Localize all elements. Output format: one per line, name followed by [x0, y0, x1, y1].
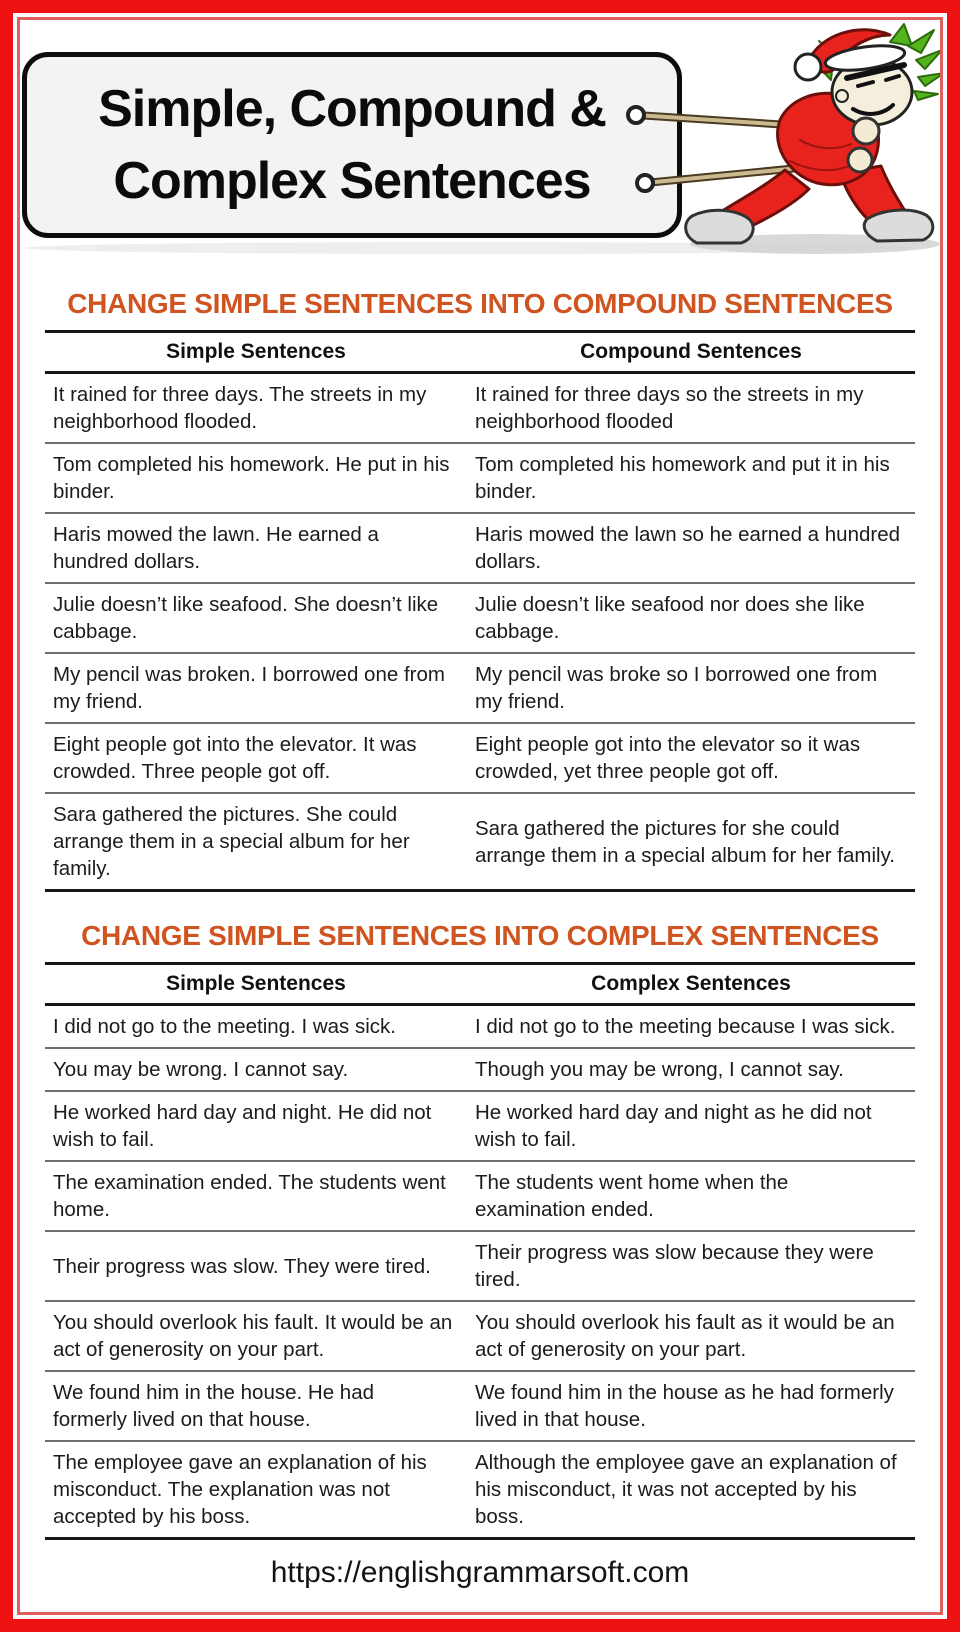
- simple-sentence-cell: My pencil was broken. I borrowed one from my friend.: [45, 653, 467, 723]
- footer-url[interactable]: https://englishgrammarsoft.com: [270, 1556, 690, 1589]
- table-row: [45, 1161, 915, 1231]
- complex-sentence-cell: I did not go to the meeting because I was sick.: [474, 1015, 896, 1038]
- simple-sentence-cell: Eight people got into the elevator. It was crowded. Three people got off.: [45, 723, 467, 793]
- complex-sentences-table: [45, 962, 915, 1540]
- simple-sentence-cell: Their progress was slow. They were tired.: [45, 1231, 467, 1301]
- section-complex: [45, 920, 915, 1540]
- face-features: [847, 65, 904, 114]
- fist-upper: [853, 118, 879, 144]
- table-row: [45, 793, 915, 891]
- table-row: [45, 373, 915, 444]
- table-header-row: [45, 964, 915, 1005]
- santa-character: [686, 24, 940, 243]
- complex-sentence-cell: Their progress was slow because they were tired.: [467, 1231, 915, 1301]
- ear: [836, 90, 848, 102]
- header: [20, 20, 940, 260]
- character-shadow: [690, 234, 940, 254]
- table-row: [45, 1005, 915, 1049]
- simple-sentence-cell: Haris mowed the lawn. He earned a hundred dollars.: [45, 513, 467, 583]
- ground-shadow: [25, 242, 915, 254]
- table-row: [45, 1441, 915, 1539]
- complex-sentence-cell: Although the employee gave an explanation of his misconduct, it was not accepted by his boss.: [467, 1441, 915, 1539]
- complex-sentence-cell: He worked hard day and night as he did not wish to fail.: [467, 1091, 915, 1161]
- complex-sentence-cell: You should overlook his fault as it would be an act of generosity on your part.: [467, 1301, 915, 1371]
- fist-lower: [848, 148, 872, 172]
- santa-hat: [795, 30, 906, 80]
- page-title-line1: Simple, Compound &: [98, 80, 606, 138]
- table-row: [45, 1371, 915, 1441]
- simple-sentence-cell: Julie doesn’t like seafood. She doesn’t like cabbage.: [45, 583, 467, 653]
- table-row: [45, 1091, 915, 1161]
- table-header-row: [45, 332, 915, 373]
- compound-sentence-cell: My pencil was broke so I borrowed one from my friend.: [467, 653, 915, 723]
- simple-sentence-cell: You may be wrong. I cannot say.: [45, 1048, 467, 1091]
- page-title-line2: Complex Sentences: [113, 152, 591, 210]
- simple-sentence-cell: Sara gathered the pictures. She could arrange them in a special album for her family.: [45, 793, 467, 891]
- green-hair: [810, 24, 940, 100]
- table-row: [45, 653, 915, 723]
- title-sign-box: [22, 52, 682, 238]
- simple-sentence-cell: I did not go to the meeting. I was sick.: [53, 1015, 396, 1038]
- simple-sentence-cell: The examination ended. The students went home.: [45, 1161, 467, 1231]
- content: [20, 288, 940, 1590]
- simple-sentence-cell: Tom completed his homework. He put in his binder.: [45, 443, 467, 513]
- table-row: [45, 1231, 915, 1301]
- compound-sentence-cell: Haris mowed the lawn so he earned a hundred dollars.: [467, 513, 915, 583]
- page-frame-inner: [17, 17, 943, 1615]
- table-row: [45, 443, 915, 513]
- compound-sentence-cell: Julie doesn’t like seafood nor does she like cabbage.: [467, 583, 915, 653]
- compound-sentence-cell: Eight people got into the elevator so it was crowded, yet three people got off.: [467, 723, 915, 793]
- column-header-compound: Compound Sentences: [467, 332, 915, 373]
- column-header-simple: Simple Sentences: [45, 332, 467, 373]
- simple-sentence-cell: It rained for three days. The streets in my neighborhood flooded.: [53, 383, 427, 433]
- section-heading-complex: CHANGE SIMPLE SENTENCES INTO COMPLEX SENTENCES: [81, 920, 879, 951]
- table-row: [45, 1048, 915, 1091]
- compound-sentence-cell: Sara gathered the pictures for she could arrange them in a special album for her family.: [467, 793, 915, 891]
- section-heading-compound: CHANGE SIMPLE SENTENCES INTO COMPOUND SENTENCES: [67, 288, 893, 319]
- complex-sentence-cell: We found him in the house as he had formerly lived in that house.: [467, 1371, 915, 1441]
- section-compound: [45, 288, 915, 892]
- table-row: [45, 723, 915, 793]
- complex-sentence-cell: The students went home when the examination ended.: [467, 1161, 915, 1231]
- compound-sentence-cell: Tom completed his homework and put it in his binder.: [467, 443, 915, 513]
- table-row: [45, 513, 915, 583]
- simple-sentence-cell: You should overlook his fault. It would be an act of generosity on your part.: [45, 1301, 467, 1371]
- simple-sentence-cell: He worked hard day and night. He did not wish to fail.: [45, 1091, 467, 1161]
- complex-sentence-cell: Though you may be wrong, I cannot say.: [467, 1048, 915, 1091]
- simple-sentence-cell: We found him in the house. He had formerly lived on that house.: [45, 1371, 467, 1441]
- simple-sentence-cell: The employee gave an explanation of his misconduct. The explanation was not accepted by his boss.: [45, 1441, 467, 1539]
- footer: [45, 1556, 915, 1590]
- compound-sentences-table: [45, 330, 915, 892]
- table-row: [45, 583, 915, 653]
- column-header-complex: Complex Sentences: [467, 964, 915, 1005]
- column-header-simple: Simple Sentences: [45, 964, 467, 1005]
- compound-sentence-cell: It rained for three days so the streets in my neighborhood flooded: [474, 383, 864, 433]
- table-row: [45, 1301, 915, 1371]
